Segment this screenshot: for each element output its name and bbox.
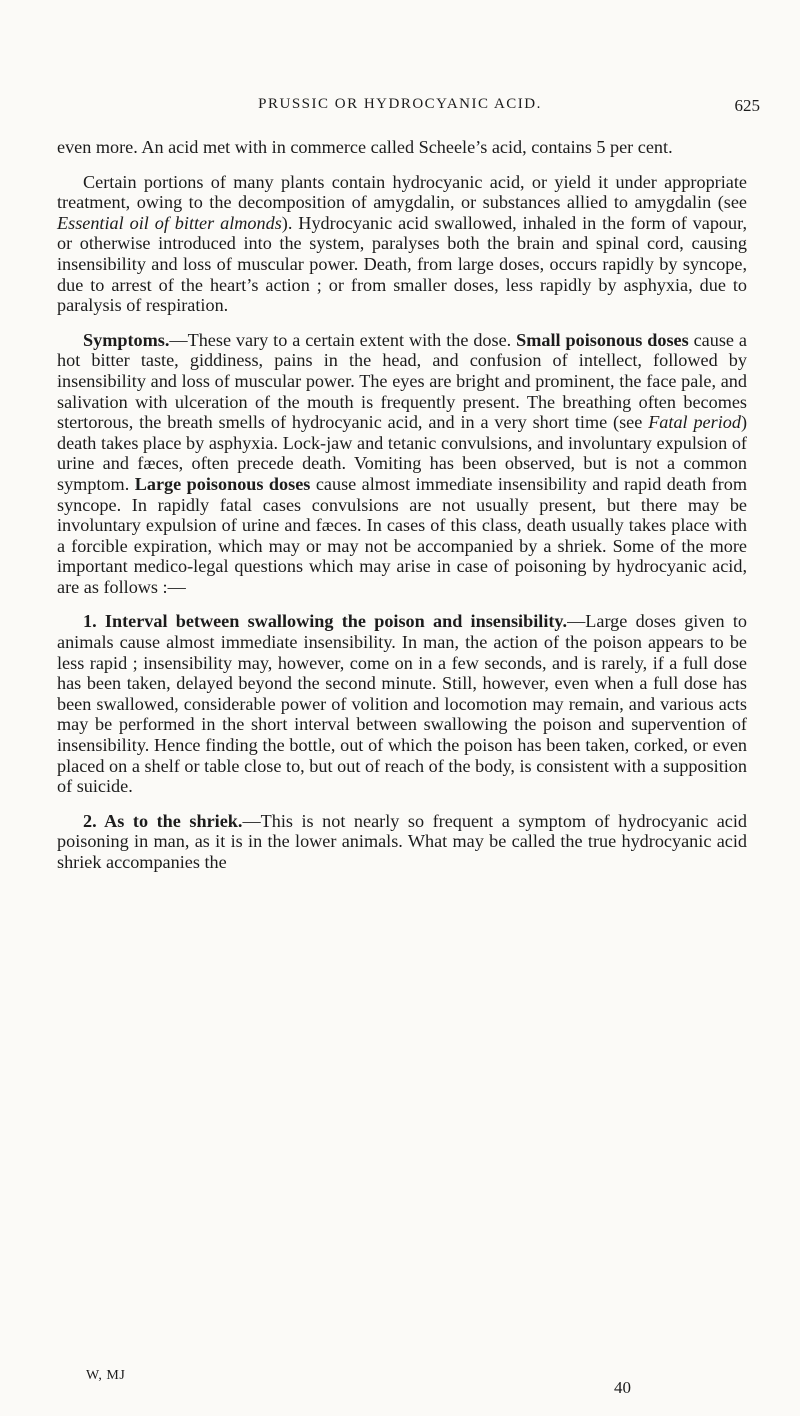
- paragraph-text: —This is not nearly so frequent a symptom of hydrocyanic acid poisoning in man, as it is in the lower animals. What may be called the true hydrocyanic acid shriek accompanies the: [57, 810, 747, 872]
- paragraph-continuation: [57, 137, 747, 158]
- paragraph-shriek: [57, 811, 747, 873]
- section-heading: 2. As to the shriek.: [83, 810, 243, 831]
- sheet-number: 40: [614, 1378, 631, 1397]
- paragraph-text: —These vary to a certain extent with the dose.: [169, 329, 517, 350]
- paragraph-amygdalin: [57, 172, 747, 316]
- printer-signature: W, MJ: [86, 1368, 126, 1383]
- page-footer: [86, 1368, 646, 1408]
- paragraph-text: ). Hydrocyanic acid swallowed, inhaled in the form of vapour, or otherwise introduced into the system, paralyses both the brain and spinal cord, causing insensibility and loss of muscular power. Death, from large doses, occurs rapidly by syncope, due to arrest of the heart’s action ; or from smaller doses, less rapidly by asphyxia, due to paralysis of respiration.: [57, 212, 747, 316]
- bold-term: Small poisonous doses: [516, 329, 689, 350]
- body-text: [57, 137, 747, 887]
- section-heading: Symptoms.: [83, 329, 170, 350]
- running-title: PRUSSIC OR HYDROCYANIC ACID.: [258, 96, 542, 112]
- paragraph-text: ) death takes place by asphyxia. Lock-jaw and tetanic convulsions, and involuntary expulsion of urine and fæces, often precede death. Vomiting has been observed, but is not a common symptom.: [57, 412, 748, 494]
- paragraph-symptoms: [57, 330, 747, 598]
- italic-reference: Essential oil of bitter almonds: [57, 212, 282, 233]
- page-number: 625: [734, 96, 760, 115]
- paragraph-interval: [57, 611, 747, 796]
- paragraph-text: Certain portions of many plants contain hydrocyanic acid, or yield it under appropriate treatment, owing to the decomposition of amygdalin, or substances allied to amygdalin (see: [57, 171, 747, 213]
- bold-term: Large poisonous doses: [134, 473, 311, 494]
- paragraph-text: —Large doses given to animals cause almost immediate insensibility. In man, the action of the poison appears to be less rapid ; insensibility may, however, come on in a few seconds, and is rarely, if a full dose has been taken, delayed beyond the second minute. Still, however, even when a full dose has been swallowed, considerable power of volition and locomotion may remain, and various acts may be performed in the short interval between swallowing the poison and supervention of insensibility. Hence finding the bottle, out of which the poison has been taken, corked, or even placed on a shelf or table close to, but out of reach of the body, is consistent with a supposition of suicide.: [57, 611, 748, 797]
- running-head: [40, 96, 760, 116]
- paragraph-text: even more. An acid met with in commerce called Scheele’s acid, contains 5 per cent.: [57, 137, 673, 157]
- paragraph-text: cause a hot bitter taste, giddiness, pains in the head, and confusion of intellect, followed by insensibility and loss of muscular power. The eyes are bright and prominent, the face pale, and salivation with ulceration of the mouth is frequently present. The breathing often becomes stertorous, the breath smells of hydrocyanic acid, and in a very short time (see: [57, 329, 747, 433]
- italic-reference: Fatal period: [648, 412, 741, 433]
- section-heading: 1. Interval between swallowing the poison and insensibility.: [83, 611, 568, 632]
- paragraph-text: cause almost immediate insensibility and rapid death from syncope. In rapidly fatal cases convulsions are not usually present, but there may be involuntary expulsion of urine and fæces. In cases of this class, death usually takes place with a forcible expiration, which may or may not be accompanied by a shriek. Some of the more important medico-legal questions which may arise in case of poisoning by hydrocyanic acid, are as follows :—: [57, 473, 747, 597]
